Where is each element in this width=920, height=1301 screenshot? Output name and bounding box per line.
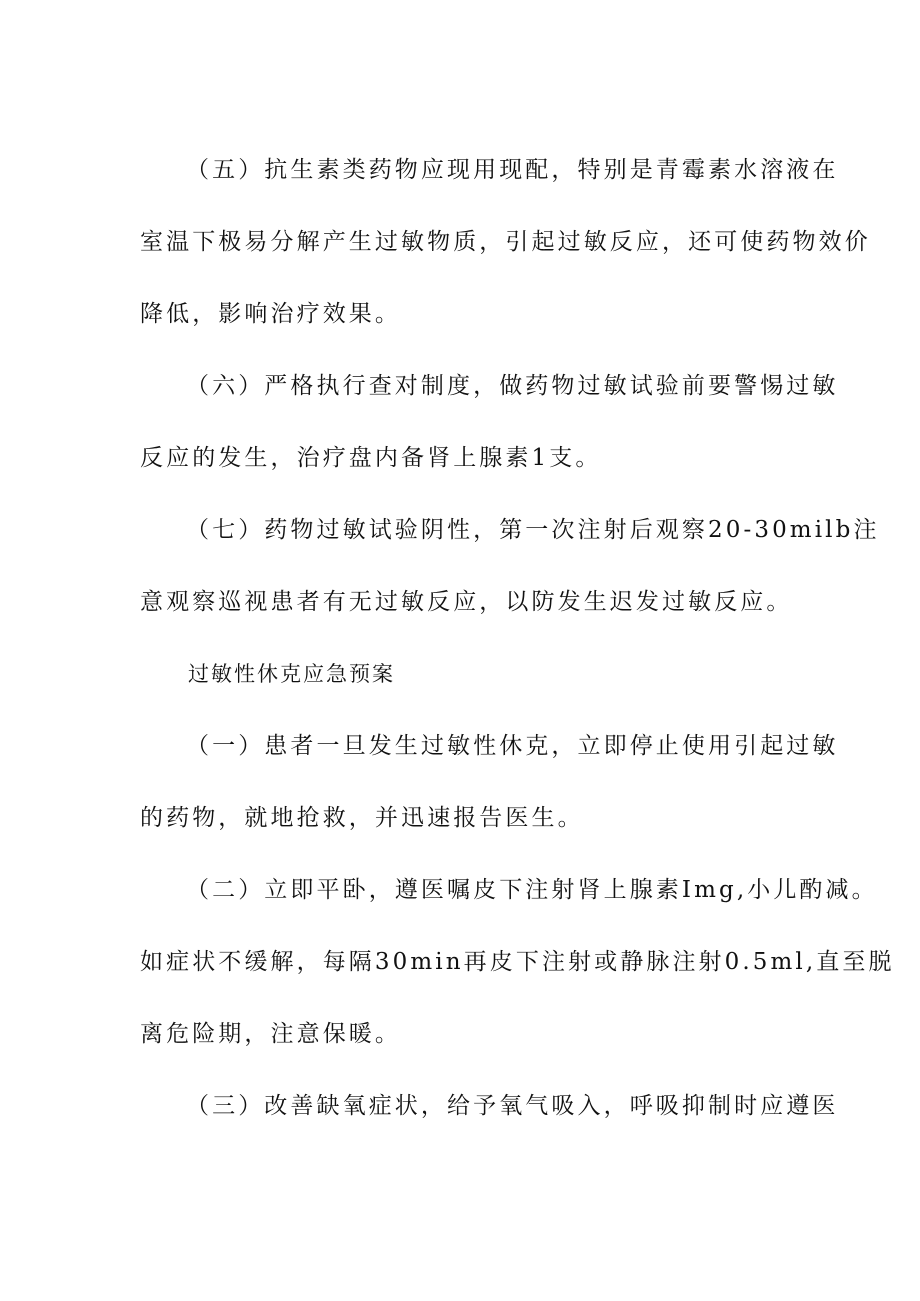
paragraph-5-line-1: （五）抗生素类药物应现用现配，特别是青霉素水溶液在 [186,157,839,183]
plan-item-3-line-1: （三）改善缺氧症状，给予氧气吸入，呼吸抑制时应遵医 [186,1093,839,1119]
paragraph-5-line-3: 降低，影响治疗效果。 [140,301,401,327]
paragraph-6-line-1: （六）严格执行查对制度，做药物过敏试验前要警惕过敏 [186,373,839,399]
plan-item-2-line-1: （二）立即平卧，遵医嘱皮下注射肾上腺素Img,小儿酌减。 [186,877,878,903]
paragraph-7-line-2: 意观察巡视患者有无过敏反应，以防发生迟发过敏反应。 [140,589,793,615]
paragraph-7-line-1: （七）药物过敏试验阴性，第一次注射后观察20-30milb注 [186,517,880,543]
document-body [140,134,895,1142]
plan-item-2-line-2: 如症状不缓解，每隔30min再皮下注射或静脉注射0.5ml,直至脱 [140,949,895,975]
section-heading: 过敏性休克应急预案 [188,662,395,686]
plan-item-1-line-1: （一）患者一旦发生过敏性休克，立即停止使用引起过敏 [186,733,839,759]
plan-item-2-line-3: 离危险期，注意保暖。 [140,1021,401,1047]
paragraph-5-line-2: 室温下极易分解产生过敏物质，引起过敏反应，还可使药物效价 [140,229,871,255]
paragraph-6-line-2: 反应的发生，治疗盘内备肾上腺素1支。 [140,445,602,471]
plan-item-1-line-2: 的药物，就地抢救，并迅速报告医生。 [140,805,584,831]
